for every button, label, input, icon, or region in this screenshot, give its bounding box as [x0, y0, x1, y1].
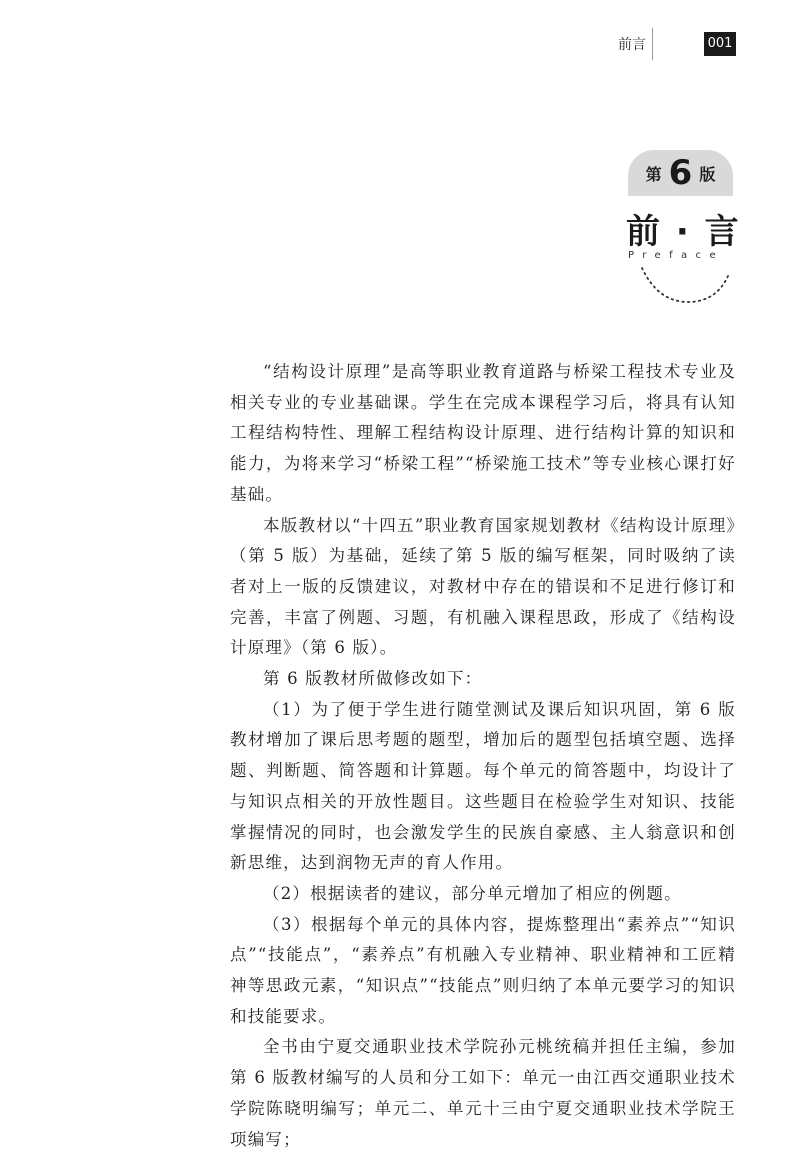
chapter-subtitle: Preface: [628, 250, 724, 261]
paragraph: 第 6 版教材所做修改如下：: [263, 669, 483, 689]
edition-prefix: 第: [645, 164, 662, 184]
paragraph: “结构设计原理”是高等职业教育道路与桥梁工程技术专业及相关专业的专业基础课。学生在完成本课程学习后，将具有认知工程结构特性、理解工程结构设计原理、进行结构计算的知识和能力，为将来学习“桥梁工程”“桥梁施工技术”等专业核心课打好基础。: [230, 362, 736, 504]
decorative-dotted-arc: [638, 262, 732, 306]
paragraph: （1）为了便于学生进行随堂测试及课后知识巩固，第 6 版教材增加了课后思考题的题型，增加后的题型包括填空题、选择题、判断题、简答题和计算题。每个单元的简答题中，均设计了与知识点相关的开放性题目。这些题目在检验学生对知识、技能掌握情况的同时，也会激发学生的民族自豪感、主人翁意识和创新思维，达到润物无声的育人作用。: [230, 699, 736, 873]
edition-number: 6: [668, 153, 693, 193]
paragraph: （3）根据每个单元的具体内容，提炼整理出“素养点”“知识点”“技能点”，“素养点”有机融入专业精神、职业精神和工匠精神等思政元素，“知识点”“技能点”则归纳了本单元要学习的知识和技能要求。: [230, 914, 736, 1026]
chapter-title: 前 · 言: [626, 212, 741, 252]
edition-suffix: 版: [699, 164, 716, 184]
header-divider: [652, 28, 653, 60]
page-number: 001: [704, 32, 736, 56]
paragraph: （2）根据读者的建议，部分单元增加了相应的例题。: [263, 883, 682, 903]
edition-badge: [628, 150, 733, 196]
preface-body: [230, 357, 736, 1155]
paragraph: 全书由宁夏交通职业技术学院孙元桃统稿并担任主编，参加第 6 版教材编写的人员和分工如下：单元一由江西交通职业技术学院陈晓明编写；单元二、单元十三由宁夏交通职业技术学院王项编写；: [230, 1037, 736, 1149]
paragraph: 本版教材以“十四五”职业教育国家规划教材《结构设计原理》（第 5 版）为基础，延续了第 5 版的编写框架，同时吸纳了读者对上一版的反馈建议，对教材中存在的错误和不足进行修订和完善，丰富了例题、习题，有机融入课程思政，形成了《结构设计原理》（第 6 版）。: [230, 515, 736, 658]
running-head: 前言: [618, 37, 646, 53]
